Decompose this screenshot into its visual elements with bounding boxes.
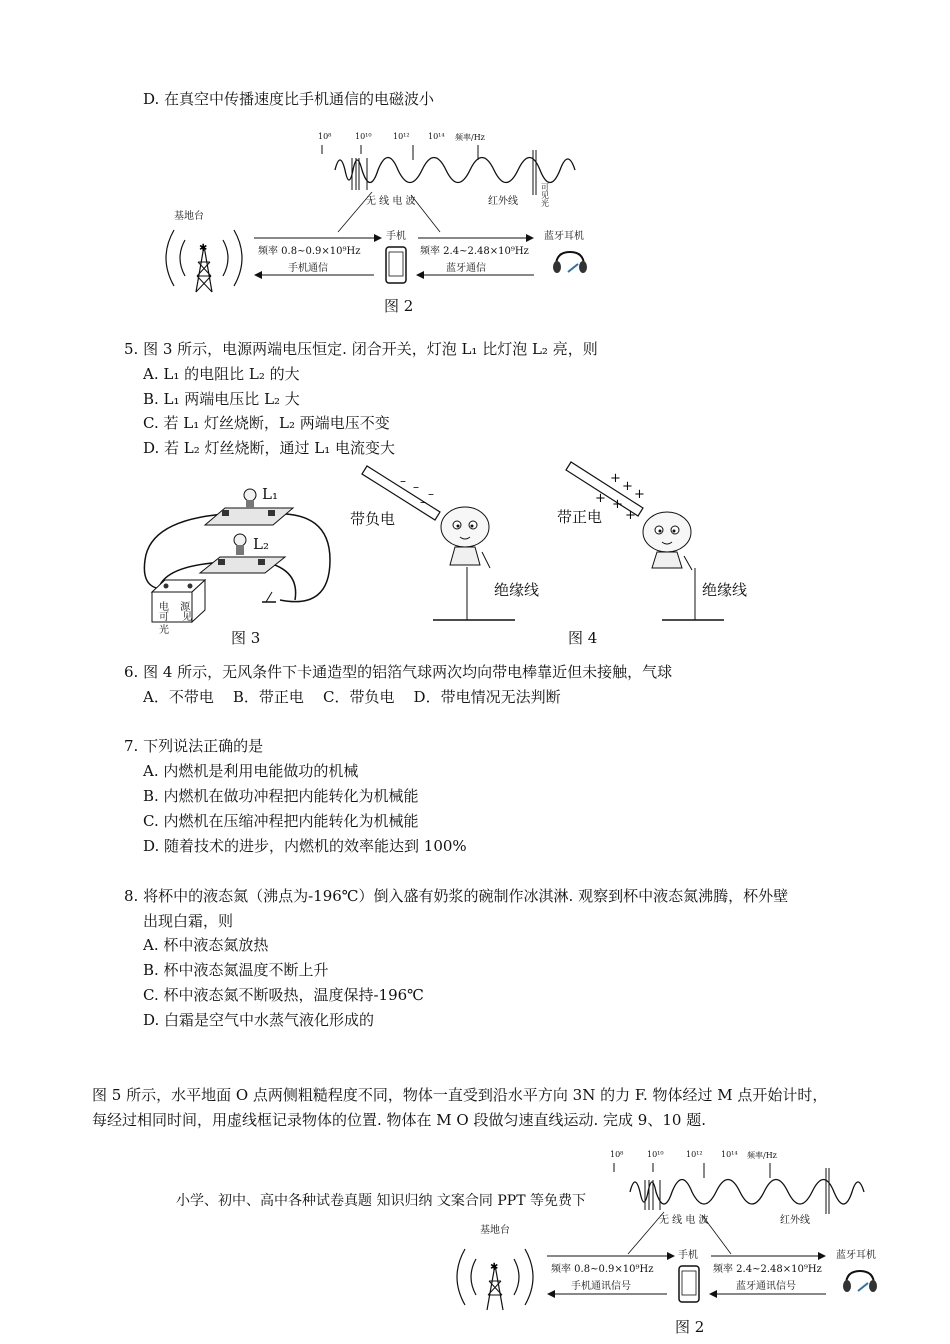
svg-text:–: – [420, 495, 426, 509]
freq-tick: 10¹⁴ [721, 1150, 738, 1159]
visible-light-note: 可 见 光 [159, 612, 198, 636]
q7-option-a: A. 内燃机是利用电能做功的机械 [143, 762, 359, 780]
bluetooth-comm-label: 蓝牙通信 [446, 263, 486, 274]
q8-option-a: A. 杯中液态氮放热 [143, 936, 269, 954]
svg-text:+: + [612, 497, 623, 512]
phone-comm-label: 手机通信 [288, 263, 328, 274]
freq-tick: 10¹⁰ [355, 132, 372, 141]
freq-tick: 10¹² [686, 1150, 703, 1159]
radio-wave-label: 无 线 电 波 [659, 1215, 709, 1226]
negative-charge-label: 带负电 [350, 510, 396, 528]
q7-option-c: C. 内燃机在压缩冲程把内能转化为机械能 [143, 812, 419, 830]
headset-label: 蓝牙耳机 [544, 231, 584, 242]
power-source-label: 电 源 [159, 602, 195, 613]
insulating-thread-label: 绝缘线 [702, 581, 748, 599]
freq-tick: 10⁸ [318, 132, 332, 141]
infrared-label: 红外线 [780, 1215, 810, 1226]
svg-text:+: + [622, 479, 633, 494]
q4-option-d: D. 在真空中传播速度比手机通信的电磁波小 [143, 90, 435, 108]
svg-text:+: + [625, 508, 636, 523]
freq-tick: 10⁸ [610, 1150, 624, 1159]
q7-stem: 7. 下列说法正确的是 [124, 737, 264, 755]
phone-comm-label: 手机通讯信号 [571, 1281, 631, 1292]
figure-caption: 图 2 [384, 297, 414, 315]
svg-text:+: + [610, 471, 621, 486]
radio-wave-label: 无 线 电 波 [366, 196, 416, 207]
freq-tick: 10¹² [393, 132, 410, 141]
phone-frequency: 频率 0.8~0.9×10⁹Hz [551, 1264, 654, 1275]
figure-caption: 图 2 [675, 1318, 705, 1336]
svg-text:+: + [595, 491, 606, 506]
q7-option-b: B. 内燃机在做功冲程把内能转化为机械能 [143, 787, 419, 805]
bluetooth-comm-label: 蓝牙通讯信号 [736, 1281, 796, 1292]
svg-text:✱: ✱ [199, 243, 208, 254]
freq-unit: 频率/Hz [455, 133, 485, 142]
bluetooth-frequency: 频率 2.4~2.48×10⁹Hz [713, 1264, 822, 1275]
svg-text:✱: ✱ [490, 1262, 499, 1273]
q5-option-b: B. L₁ 两端电压比 L₂ 大 [143, 390, 300, 408]
positive-charge-label: 带正电 [557, 508, 603, 526]
svg-text:+: + [634, 487, 645, 502]
freq-unit: 频率/Hz [747, 1151, 777, 1160]
svg-text:–: – [413, 480, 419, 494]
figure-caption: 图 3 [231, 629, 261, 647]
q8-option-b: B. 杯中液态氮温度不断上升 [143, 961, 329, 979]
bluetooth-frequency: 频率 2.4~2.48×10⁹Hz [420, 246, 529, 257]
lamp-l1-label: L₁ [262, 485, 278, 503]
q6-stem: 6. 图 4 所示，无风条件下卡通造型的铝箔气球两次均向带电棒靠近但未接触，气球 [124, 663, 673, 681]
q8-stem-continued: 出现白霜，则 [143, 912, 234, 930]
q9-10-intro-line1: 图 5 所示，水平地面 O 点两侧粗糙程度不同，物体一直受到沿水平方向 3N 的力 F. 物体经过 M 点开始计时， [92, 1086, 828, 1104]
q7-option-d: D. 随着技术的进步，内燃机的效率能达到 100% [143, 837, 467, 855]
q5-option-a: A. L₁ 的电阻比 L₂ 的大 [143, 365, 300, 383]
freq-tick: 10¹⁰ [647, 1150, 664, 1159]
svg-text:–: – [400, 474, 406, 488]
q5-option-c: C. 若 L₁ 灯丝烧断，L₂ 两端电压不变 [143, 414, 390, 432]
q5-stem: 5. 图 3 所示，电源两端电压恒定. 闭合开关，灯泡 L₁ 比灯泡 L₂ 亮，则 [124, 340, 598, 358]
insulating-thread-label: 绝缘线 [494, 581, 540, 599]
base-station-label: 基地台 [480, 1225, 510, 1236]
q9-10-intro-line2: 每经过相同时间，用虚线框记录物体的位置. 物体在 M O 段做匀速直线运动. 完成 9、10 题. [92, 1111, 706, 1129]
phone-label: 手机 [678, 1250, 698, 1261]
lamp-l2-label: L₂ [253, 535, 269, 553]
figure-caption: 图 4 [568, 629, 598, 647]
base-station-label: 基地台 [174, 211, 204, 222]
q8-stem: 8. 将杯中的液态氮（沸点为-196℃）倒入盛有奶浆的碗制作冰淇淋. 观察到杯中液态氮沸腾，杯外壁 [124, 887, 789, 905]
freq-tick: 10¹⁴ [428, 132, 445, 141]
q8-option-c: C. 杯中液态氮不断吸热，温度保持-196℃ [143, 986, 424, 1004]
q8-option-d: D. 白霜是空气中水蒸气液化形成的 [143, 1011, 375, 1029]
svg-text:–: – [428, 487, 434, 501]
phone-label: 手机 [386, 231, 406, 242]
watermark-text: 小学、初中、高中各种试卷真题 知识归纳 文案合同 PPT 等免费下 [176, 1190, 588, 1210]
headset-label: 蓝牙耳机 [836, 1250, 876, 1261]
q6-options: A．不带电 B．带正电 C．带负电 D．带电情况无法判断 [143, 688, 561, 706]
infrared-label: 红外线 [488, 196, 518, 207]
visible-light-label: 可见光 [541, 183, 549, 208]
phone-frequency: 频率 0.8~0.9×10⁹Hz [258, 246, 361, 257]
q5-option-d: D. 若 L₂ 灯丝烧断，通过 L₁ 电流变大 [143, 439, 396, 457]
